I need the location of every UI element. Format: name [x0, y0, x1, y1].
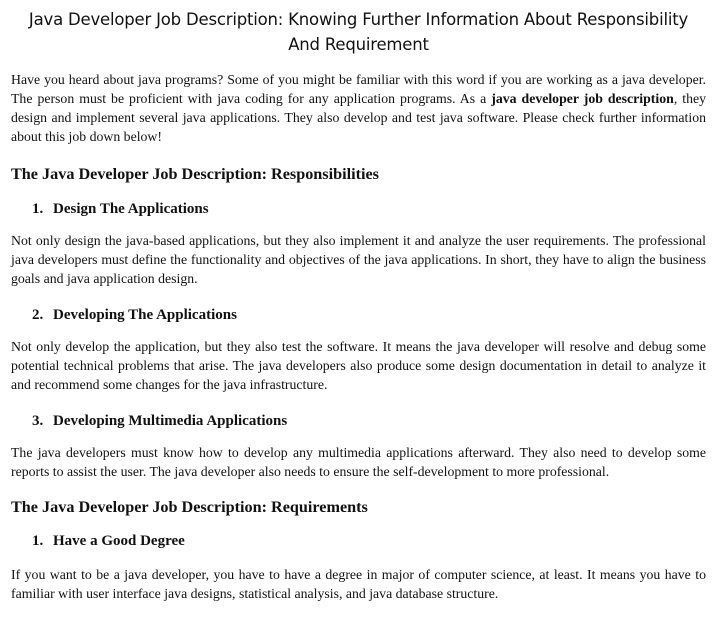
item-number: 3.	[32, 413, 44, 429]
section-heading-requirements: The Java Developer Job Description: Requirements	[11, 498, 368, 516]
item-title: Developing Multimedia Applications	[53, 413, 288, 429]
article-title: Java Developer Job Description: Knowing Further Information About Responsibility And Requirement	[28, 10, 689, 54]
item-paragraph-design: Not only design the java-based applications, but they also implement it and analyze the user requirements. The professional java developers must define the functionality and objectives of the java applications. In short, they have to align the business goals and java application design.	[11, 233, 706, 286]
article-page	[0, 7, 718, 623]
item-title: Have a Good Degree	[53, 533, 185, 549]
item-heading-design	[32, 199, 706, 219]
section-heading-responsibilities: The Java Developer Job Description: Responsibilities	[11, 165, 379, 183]
intro-text-before: Have you heard about java programs? Some of you might be familiar with this word if you are working as a java developer. The person must be proficient with java coding for any application programs. As a	[11, 72, 706, 106]
item-title: Developing The Applications	[53, 307, 237, 323]
item-number: 1.	[32, 533, 44, 549]
intro-text-after: , they design and implement several java applications. They also develop and test java software. Please check further information about this job down below!	[11, 91, 707, 144]
item-paragraph-developing: Not only develop the application, but they also test the software. It means the java developer will resolve and debug some potential technical problems that arise. The java developers also produce some design documentation in detail to analyze it and recommend some changes for the java infrastructure.	[11, 339, 706, 392]
item-title: Design The Applications	[53, 201, 209, 217]
item-number: 1.	[32, 201, 44, 217]
item-heading-developing	[32, 305, 706, 325]
item-heading-multimedia	[32, 411, 706, 431]
intro-paragraph	[11, 70, 706, 146]
item-heading-degree	[32, 531, 706, 551]
intro-bold-keyword: java developer job description	[491, 91, 674, 106]
item-number: 2.	[32, 307, 44, 323]
item-paragraph-degree: If you want to be a java developer, you have to have a degree in major of computer science, at least. It means you have to familiar with user interface java designs, statistical analysis, and java database structure.	[11, 567, 706, 601]
item-paragraph-multimedia: The java developers must know how to develop any multimedia applications afterward. They also need to develop some reports to assist the user. The java developer also needs to ensure the self-development to more professional.	[11, 445, 706, 479]
